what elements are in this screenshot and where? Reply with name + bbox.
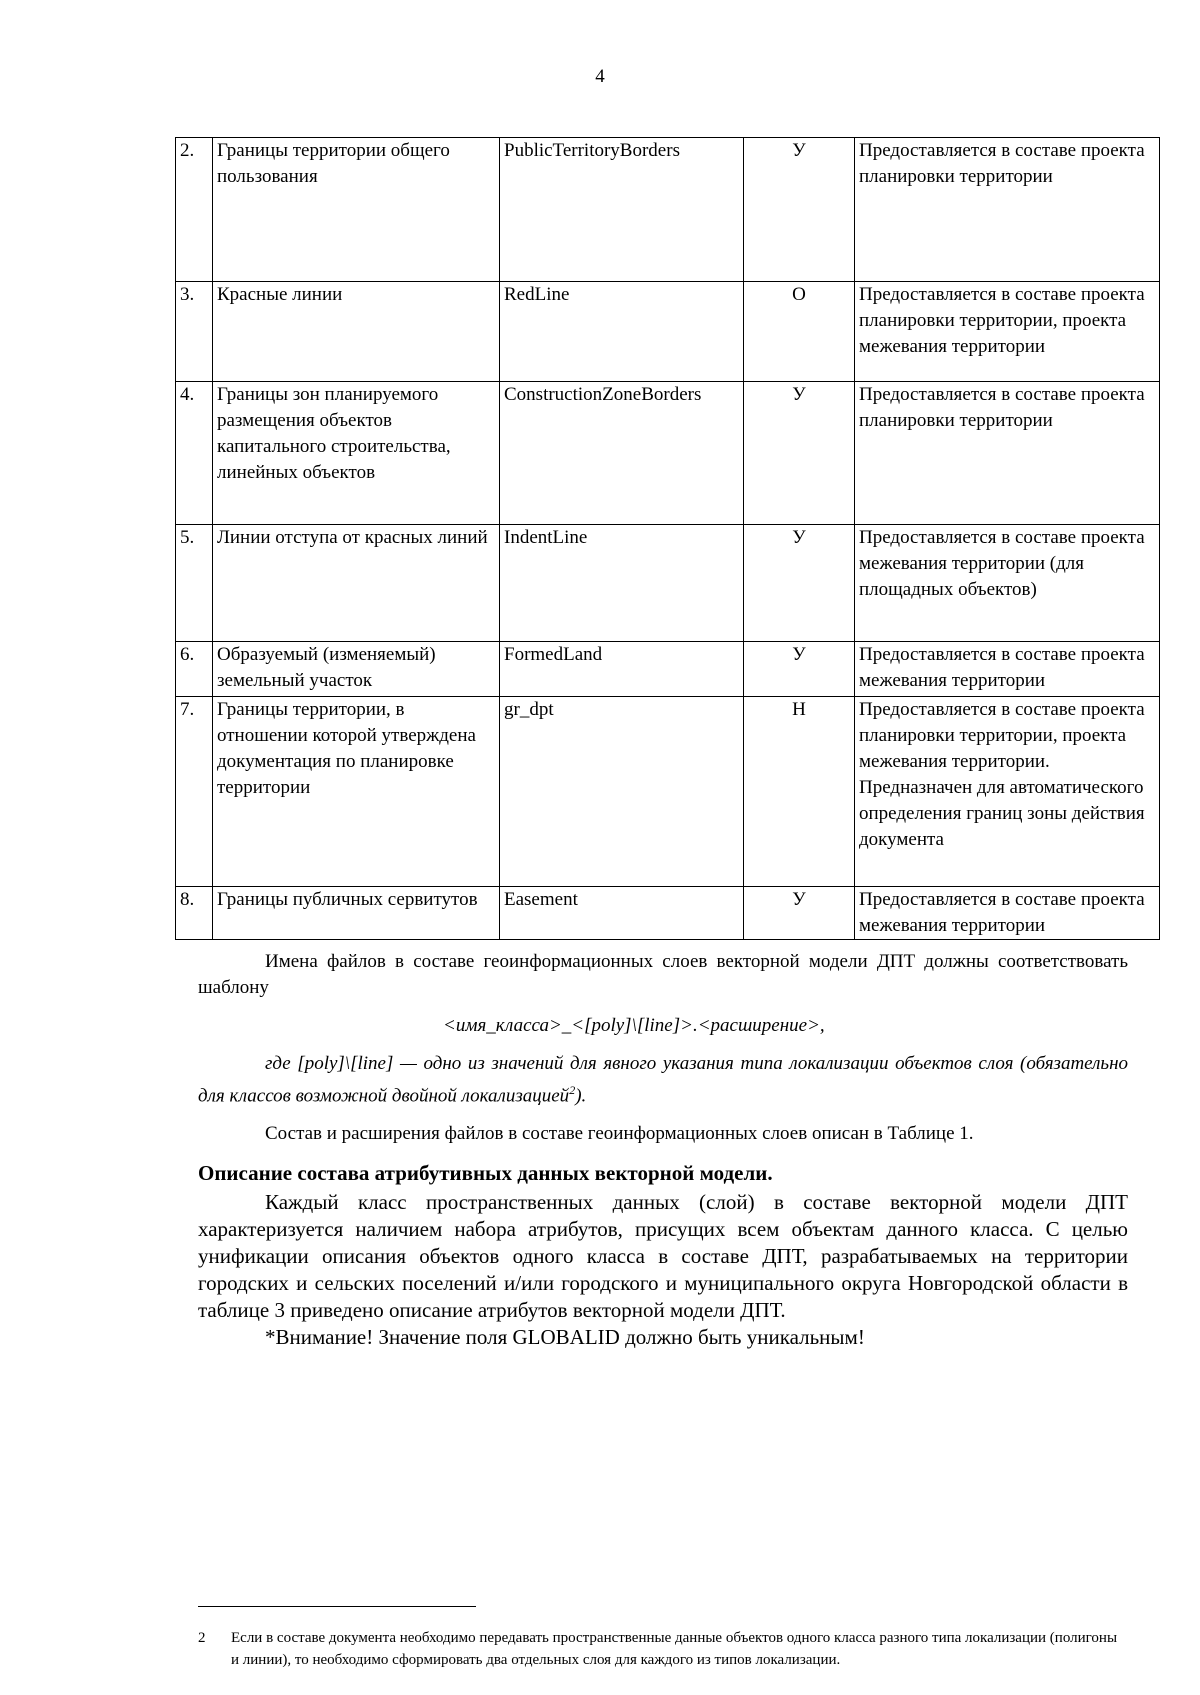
layer-note: Предоставляется в составе проекта межевания территории [855,887,1160,940]
row-number: 5. [176,525,213,642]
row-number: 3. [176,282,213,382]
row-number: 2. [176,138,213,282]
layer-class-name: PublicTerritoryBorders [500,138,744,282]
row-number: 7. [176,697,213,887]
footnote-text: Если в составе документа необходимо передавать пространственные данные объектов одного класса разного типа локализации (полигоны и линии), то необходимо сформировать два отдельных слоя для каждого из типов локализации. [231,1630,1118,1668]
layer-name: Красные линии [213,282,500,382]
section-paragraph: Каждый класс пространственных данных (слой) в составе векторной модели ДПТ характеризуется наличием набора атрибутов, присущих всем объектам данного класса. С целью унификации описания объектов одного класса в составе ДПТ, разрабатываемых на территории городских и сельских поселений и/или городского и муниципального округа Новгородской области в таблице 3 приведено описание атрибутов векторной модели ДПТ. [198,1190,1128,1322]
table-row [176,282,1160,382]
row-number: 6. [176,642,213,697]
composition-paragraph: Состав и расширения файлов в составе геоинформационных слоев описан в Таблице 1. [265,1123,974,1145]
where-end: ). [575,1085,587,1107]
layer-name: Образуемый (изменяемый) земельный участок [213,642,500,697]
layer-note: Предоставляется в составе проекта планировки территории, проекта межевания территории. Предназначен для автоматического определения границ зоны действия документа [855,697,1160,887]
row-number: 8. [176,887,213,940]
layer-code: У [744,642,855,697]
layers-table [175,137,1160,940]
layer-code: У [744,138,855,282]
layer-name: Границы публичных сервитутов [213,887,500,940]
warning-text: *Внимание! Значение поля GLOBALID должно быть уникальным! [265,1325,865,1349]
row-number: 4. [176,382,213,525]
table-row [176,382,1160,525]
layer-name: Границы территории, в отношении которой утверждена документация по планировке территории [213,697,500,887]
naming-paragraph: Имена файлов в составе геоинформационных слоев векторной модели ДПТ должны соответствовать шаблону [198,951,1128,998]
layer-note: Предоставляется в составе проекта планировки территории [855,138,1160,282]
layer-class-name: Easement [500,887,744,940]
where-text: где [poly]\[line] — одно из значений для явного указания типа локализации объектов слоя (обязательно для классов возможной двойной локализацией [198,1053,1128,1107]
table-row [176,697,1160,887]
footnote-divider [198,1606,476,1607]
layer-name: Линии отступа от красных линий [213,525,500,642]
layer-code: О [744,282,855,382]
table-row [176,887,1160,940]
layer-class-name: ConstructionZoneBorders [500,382,744,525]
table-row [176,642,1160,697]
table-row [176,138,1160,282]
table-row [176,525,1160,642]
layer-code: У [744,382,855,525]
naming-rules [198,949,1128,1147]
layer-class-name: IndentLine [500,525,744,642]
layer-class-name: RedLine [500,282,744,382]
section-body [198,1189,1128,1351]
layer-note: Предоставляется в составе проекта межевания территории [855,642,1160,697]
section-heading: Описание состава атрибутивных данных векторной модели. [198,1161,773,1185]
layer-code: У [744,525,855,642]
layer-name: Границы территории общего пользования [213,138,500,282]
page-number: 4 [595,66,605,87]
layer-class-name: FormedLand [500,642,744,697]
layer-class-name: gr_dpt [500,697,744,887]
layer-note: Предоставляется в составе проекта межевания территории (для площадных объектов) [855,525,1160,642]
footnote-ref: 2 [569,1083,576,1097]
layer-note: Предоставляется в составе проекта планировки территории, проекта межевания территории [855,282,1160,382]
footnote-number: 2 [198,1630,206,1646]
layer-code: У [744,887,855,940]
footnote [198,1627,1128,1671]
where-paragraph [198,1051,1128,1109]
layer-note: Предоставляется в составе проекта планировки территории [855,382,1160,525]
layer-code: Н [744,697,855,887]
layer-name: Границы зон планируемого размещения объектов капитального строительства, линейных объектов [213,382,500,525]
file-name-template: <имя_класса>_<[poly]\[line]>.<расширение>, [443,1015,825,1036]
